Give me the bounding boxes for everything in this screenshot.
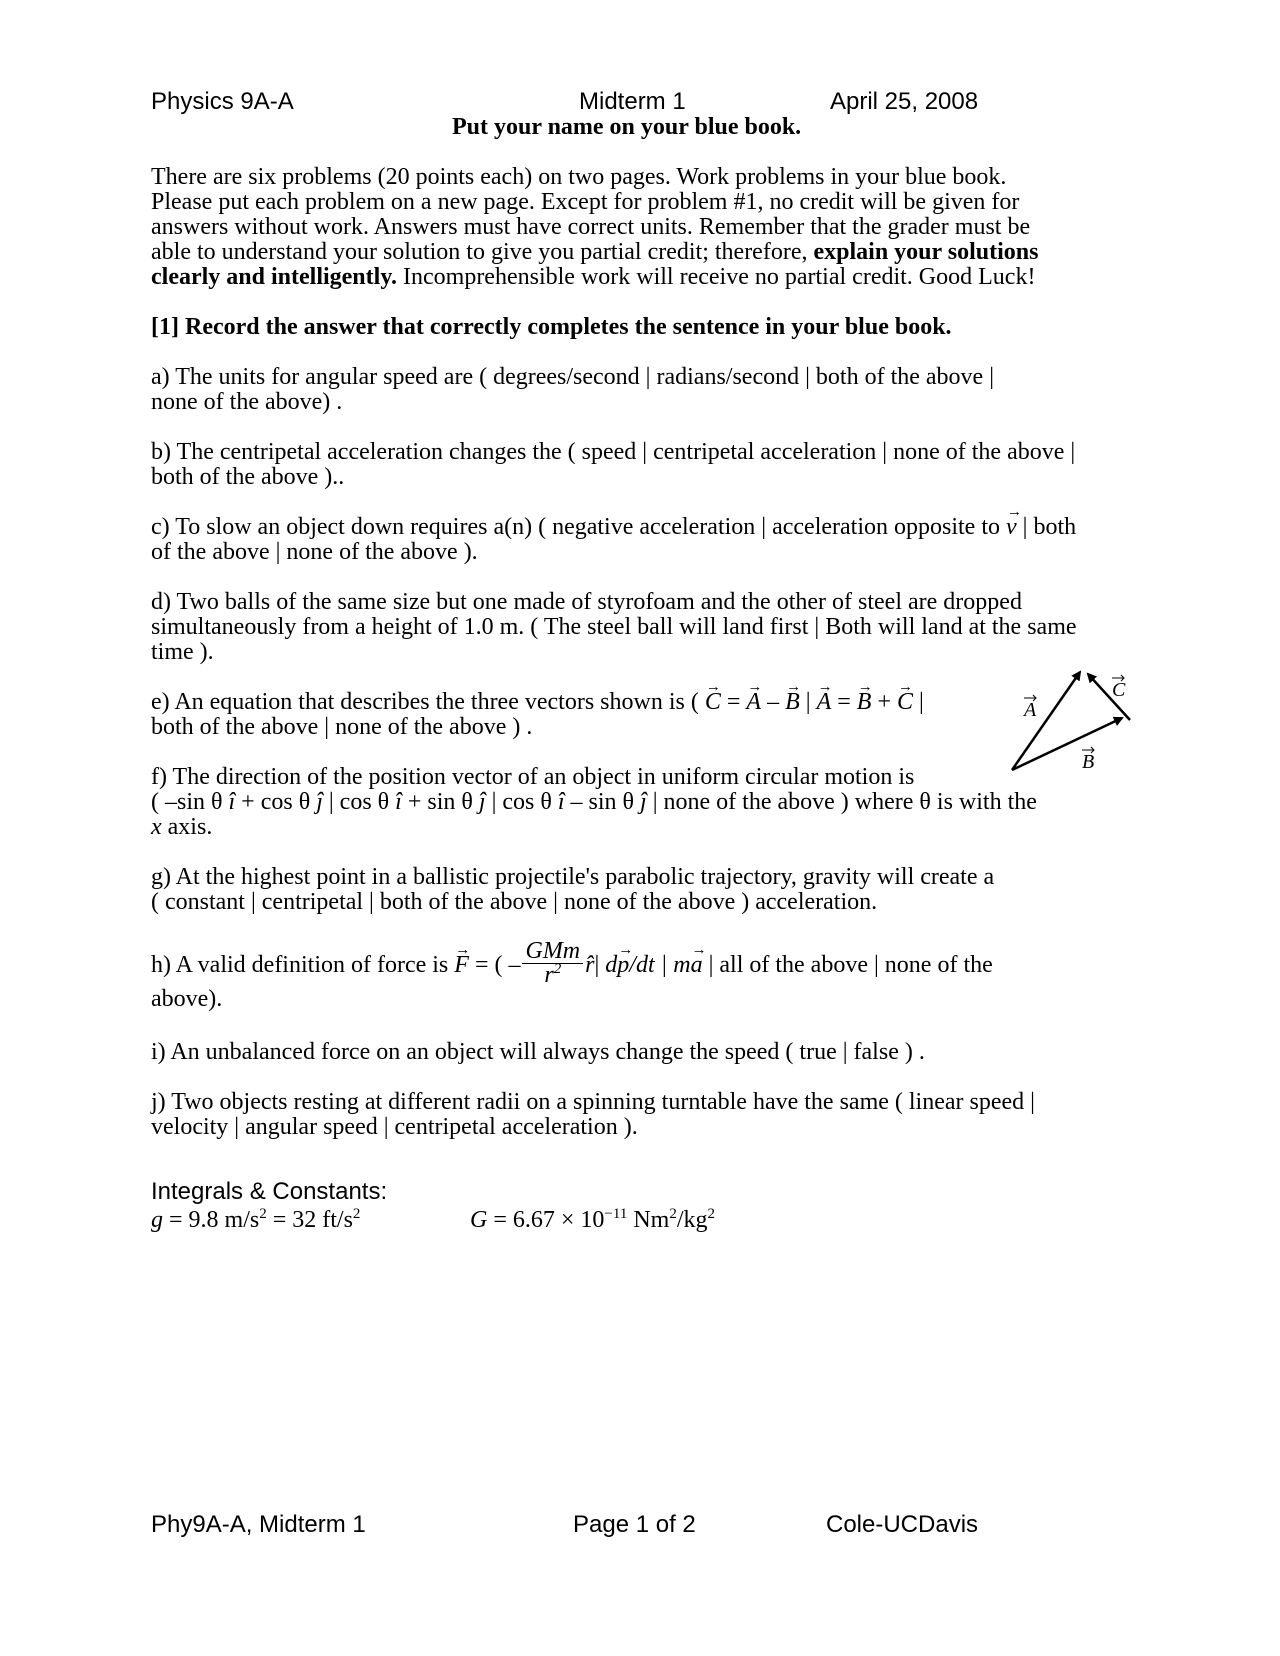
footer-page-number: Page 1 of 2 [573, 1511, 696, 1538]
question-h-text: h) A valid definition of force is [151, 952, 455, 978]
vector-c-symbol: → C [897, 690, 913, 715]
denominator-r: r [544, 961, 554, 988]
instructions-text: Incomprehensible work will receive no partial credit. Good Luck! [397, 264, 1036, 290]
question-h-line [151, 937, 1141, 990]
footer-course: Phy9A-A, Midterm 1 [151, 1511, 366, 1538]
separator: | [913, 689, 924, 715]
velocity-vector-symbol: → v [1006, 515, 1017, 540]
derivative-d: d [605, 952, 618, 978]
question-c-text: c) To slow an object down requires a(n) ( negative acceleration | acceleration opposite to [151, 514, 1006, 540]
g-value-imperial: = 32 ft/s [266, 1207, 353, 1233]
question-a-line: none of the above) . [151, 389, 343, 415]
question-g-line: g) At the highest point in a ballistic projectile's parabolic trajectory, gravity will create a [151, 864, 995, 890]
instructions-line: There are six problems (20 points each) on two pages. Work problems in your blue book. [151, 164, 1007, 190]
question-b-line: both of the above ).. [151, 464, 345, 490]
question-c-text: | both [1016, 514, 1077, 540]
vector-a-symbol: → A [817, 690, 832, 715]
question-f-text: ( –sin θ [151, 789, 229, 815]
question-f-text: + cos θ [235, 789, 317, 815]
acceleration-vector-symbol: → a [691, 940, 703, 990]
question-g-line: ( constant | centripetal | both of the above | none of the above ) acceleration. [151, 889, 878, 915]
gravity-fraction [522, 939, 583, 986]
question-b-line: b) The centripetal acceleration changes the ( speed | centripetal acceleration | none of the above | [151, 439, 1076, 465]
course-title: Physics 9A-A [151, 88, 294, 115]
question-e-line: both of the above | none of the above ) . [151, 714, 533, 740]
question-f-line [151, 790, 1141, 815]
constants-title: Integrals & Constants: [151, 1178, 388, 1205]
question-f [151, 765, 1141, 840]
question-e [151, 690, 1141, 740]
unit-vector-j: ĵ [640, 789, 647, 815]
question-d-line: time ). [151, 639, 214, 665]
question-f-text: axis. [161, 814, 213, 840]
question-j-line: j) Two objects resting at different radii on a spinning turntable have the same ( linear speed | [151, 1089, 1035, 1115]
question-i-line: i) An unbalanced force on an object will always change the speed ( true | false ) . [151, 1039, 925, 1065]
plus-sign: + [871, 689, 897, 715]
mass-symbol: | m [654, 952, 691, 978]
question-f-text: – sin θ [564, 789, 641, 815]
question-h-text: = ( – [468, 952, 521, 978]
x-axis-symbol: x [151, 814, 162, 840]
question-j-line: velocity | angular speed | centripetal acceleration ). [151, 1114, 638, 1140]
instructions-line [151, 240, 1141, 265]
unit-vector-i: î [395, 789, 402, 815]
question-i [151, 1040, 1141, 1065]
question-f-line: f) The direction of the position vector of an object in uniform circular motion is [151, 764, 915, 790]
G-units-exponent: 2 [707, 1206, 715, 1222]
fraction-denominator [522, 960, 583, 988]
question-a-line: a) The units for angular speed are ( degrees/second | radians/second | both of the above | [151, 364, 994, 390]
g-symbol: g [151, 1207, 163, 1233]
instructions-emphasis: explain your solutions [813, 239, 1039, 265]
question-b [151, 440, 1141, 490]
question-c-line: of the above | none of the above ). [151, 539, 478, 565]
vector-b-symbol: → B [785, 690, 800, 715]
unit-vector-j: ĵ [478, 789, 486, 815]
question-d-line: d) Two balls of the same size but one made of styrofoam and the other of steel are dropped [151, 589, 1022, 615]
instructions-line: Please put each problem on a new page. Except for problem #1, no credit will be given for [151, 189, 1020, 215]
G-units-exponent: 2 [669, 1206, 677, 1222]
g-exponent: 2 [259, 1206, 267, 1222]
question-d [151, 590, 1141, 665]
unit-vector-i: î [228, 789, 236, 815]
separator: | [799, 689, 817, 715]
instructions-emphasis: clearly and intelligently. [151, 264, 397, 290]
problem1-heading: [1] Record the answer that correctly completes the sentence in your blue book. [151, 314, 952, 340]
vector-b-label: B [1082, 751, 1095, 773]
instructions [151, 165, 1141, 290]
exam-title: Midterm 1 [579, 88, 686, 115]
question-h [151, 937, 1141, 1012]
question-e-line [151, 690, 1141, 715]
G-value: = 6.67 × 10 [487, 1207, 605, 1233]
question-j [151, 1090, 1141, 1140]
fraction-numerator: GMm [522, 939, 583, 964]
page-subtitle: Put your name on your blue book. [452, 114, 802, 140]
equals-sign: = [720, 689, 747, 715]
question-c-line [151, 515, 1141, 540]
G-units: Nm [627, 1207, 670, 1233]
instructions-line: answers without work. Answers must have correct units. Remember that the grader must be [151, 214, 1031, 240]
G-exponent: −11 [604, 1206, 628, 1222]
G-symbol: G [470, 1207, 488, 1233]
question-f-text: | cos θ [322, 789, 396, 815]
question-f-text: | none of the above ) where θ is with the [646, 789, 1037, 815]
vector-c-label: C [1112, 679, 1126, 701]
force-vector-symbol: → F [454, 940, 469, 990]
gravity-constant-g [151, 1207, 360, 1234]
derivative-dt: /dt [629, 952, 655, 978]
vector-a-symbol: → A [746, 690, 761, 715]
vector-c-symbol: → C [705, 690, 721, 715]
minus-sign: – [761, 689, 786, 715]
denominator-exponent: 2 [553, 960, 562, 977]
question-h-line: above). [151, 986, 223, 1012]
G-units: /kg [676, 1207, 708, 1233]
question-a [151, 365, 1141, 415]
gravitational-constant-G [470, 1207, 715, 1234]
equals-sign: = [831, 689, 857, 715]
g-value: = 9.8 m/s [163, 1207, 260, 1233]
question-f-text: | cos θ [485, 789, 558, 815]
question-c [151, 515, 1141, 565]
g-exponent: 2 [352, 1206, 361, 1222]
question-h-text: | [594, 952, 606, 978]
unit-vector-i: î [557, 789, 565, 815]
question-g [151, 865, 1141, 915]
question-d-line: simultaneously from a height of 1.0 m. ( The steel ball will land first | Both will land at the same [151, 614, 1077, 640]
footer-author: Cole-UCDavis [826, 1511, 979, 1538]
question-f-text: + sin θ [401, 789, 479, 815]
question-h-text: | all of the above | none of the [702, 952, 993, 978]
question-e-text: e) An equation that describes the three vectors shown is ( [151, 689, 705, 715]
instructions-line [151, 265, 1141, 290]
unit-vector-r: r̂ [585, 952, 595, 978]
question-f-line [151, 815, 1141, 840]
vector-b-arrow [1012, 718, 1122, 770]
momentum-vector-symbol: → p [617, 940, 629, 990]
vector-b-symbol: → B [857, 690, 872, 715]
unit-vector-j: ĵ [316, 789, 323, 815]
exam-date: April 25, 2008 [830, 88, 979, 115]
vector-a-label: A [1024, 699, 1037, 721]
instructions-text: able to understand your solution to give you partial credit; therefore, [151, 239, 814, 265]
